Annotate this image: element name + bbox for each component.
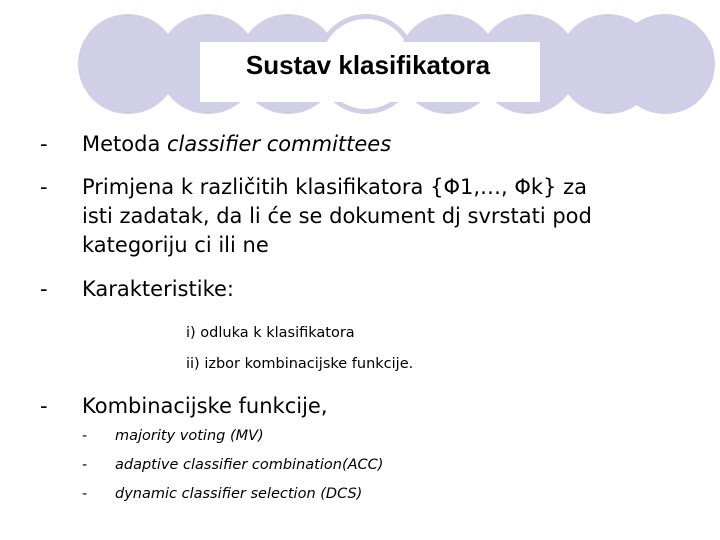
bullet-text xyxy=(82,130,692,159)
bullet-text xyxy=(82,173,692,260)
bullet-text-emphasis: classifier committees xyxy=(167,132,392,156)
function-dash: - xyxy=(82,486,88,502)
bullet-line: kategoriju ci ili ne xyxy=(82,233,269,257)
characteristic-item: i) odluka k klasifikatora xyxy=(186,325,355,341)
function-item: adaptive classifier combination(ACC) xyxy=(115,457,384,473)
bullet-line: Primjena k različitih klasifikatora {Φ1,…, Φk} za xyxy=(82,175,587,199)
characteristic-item: ii) izbor kombinacijske funkcije. xyxy=(186,356,414,372)
function-item: dynamic classifier selection (DCS) xyxy=(115,486,363,502)
bullet-dash: - xyxy=(40,132,48,156)
bullet-characteristics xyxy=(0,275,720,305)
bullet-application xyxy=(0,173,720,263)
bullet-text-plain: Metoda xyxy=(82,132,167,156)
function-dash: - xyxy=(82,457,88,473)
decor-circle xyxy=(615,14,715,114)
bullet-functions xyxy=(0,392,720,422)
bullet-dash: - xyxy=(40,394,48,418)
bullet-text: Kombinacijske funkcije, xyxy=(82,394,328,418)
bullet-dash: - xyxy=(40,175,48,199)
function-dash: - xyxy=(82,428,88,444)
bullet-dash: - xyxy=(40,277,48,301)
bullet-line: isti zadatak, da li će se dokument dj svrstati pod xyxy=(82,204,592,228)
bullet-methods xyxy=(0,130,720,160)
function-item: majority voting (MV) xyxy=(115,428,264,444)
bullet-text: Karakteristike: xyxy=(82,277,234,301)
page-title: Sustav klasifikatora xyxy=(245,50,491,80)
